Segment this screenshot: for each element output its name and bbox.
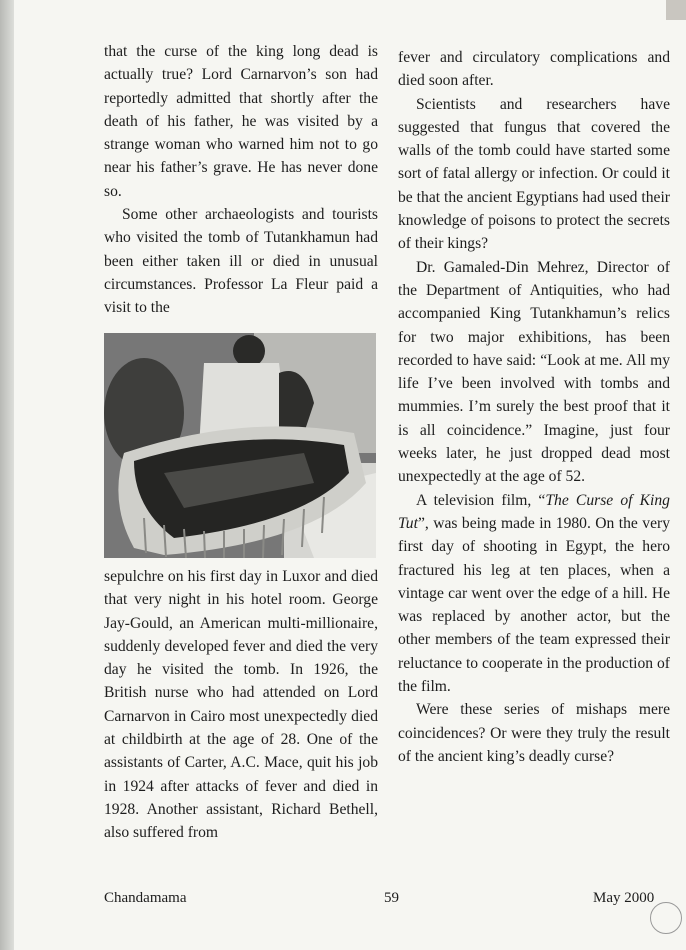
film-title: The Curse of King Tut	[398, 491, 670, 532]
magazine-name: Chandamama	[104, 890, 187, 906]
paragraph: fever and circulatory complications and died soon after.	[398, 49, 670, 90]
paragraph: Scientists and researchers have suggested that fungus that covered the walls of the tomb could have started some sort of fatal allergy or infection. Or could it be that the ancient Egyptians had used their knowledge of poisons to protect the secrets of their kings?	[398, 95, 670, 253]
tomb-photograph	[104, 333, 376, 558]
paragraph: sepulchre on his first day in Luxor and died that very night in his hotel room. George Jay-Gould, an American multi-millionaire, suddenly developed fever and died the very day he visited the tomb. In 1926, the British nurse who had attended on Lord Carnarvon in Cairo most unexpectedly died at childbirth at the age of 28. One of the assistants of Carter, A.C. Mace, quit his job in 1924 after attacks of fever and died in 1928. Another assistant, Richard Bethell, also suffered from	[104, 568, 378, 842]
left-column-lower	[104, 565, 378, 845]
issue-date: May 2000	[593, 890, 655, 906]
paragraph-text: A television film, “	[416, 491, 546, 509]
right-column	[398, 46, 670, 768]
paragraph	[398, 489, 670, 699]
page-spine-shadow	[0, 0, 14, 950]
paragraph: Some other archaeologists and tourists who visited the tomb of Tutankhamun had been either taken ill or died in unusual circumstances. Professor La Fleur paid a visit to the	[104, 206, 378, 317]
page-corner	[666, 0, 686, 20]
paragraph: that the curse of the king long dead is actually true? Lord Carnarvon’s son had reportedly admitted that shortly after the death of his father, he was visited by a strange woman who warned him not to go near his father’s grave. He has never done so.	[104, 43, 378, 200]
paragraph: Dr. Gamaled-Din Mehrez, Director of the Department of Antiquities, who had accompanied King Tutankhamun’s relics for two major exhibitions, has been recorded to have said: “Look at me. All my life I’ve been involved with tombs and mummies. I’m surely the best proof that it is all coincidence.” Imagine, just four weeks later, he just dropped dead most unexpectedly at the age of 52.	[398, 258, 670, 486]
page-number: 59	[384, 890, 399, 906]
watermark-stamp	[650, 902, 682, 934]
photo-illustration	[104, 333, 376, 558]
left-column-upper	[104, 40, 378, 320]
paragraph: Were these series of mishaps mere coincidences? Or were they truly the result of the ancient king’s deadly curse?	[398, 701, 670, 765]
paragraph-text: ”, was being made in 1980. On the very first day of shooting in Egypt, the hero fractured his leg at ten places, when a vintage car went over the edge of a hill. He was replaced by another actor, but the other members of the team expressed their reluctance to cooperate in the production of the film.	[398, 514, 670, 696]
